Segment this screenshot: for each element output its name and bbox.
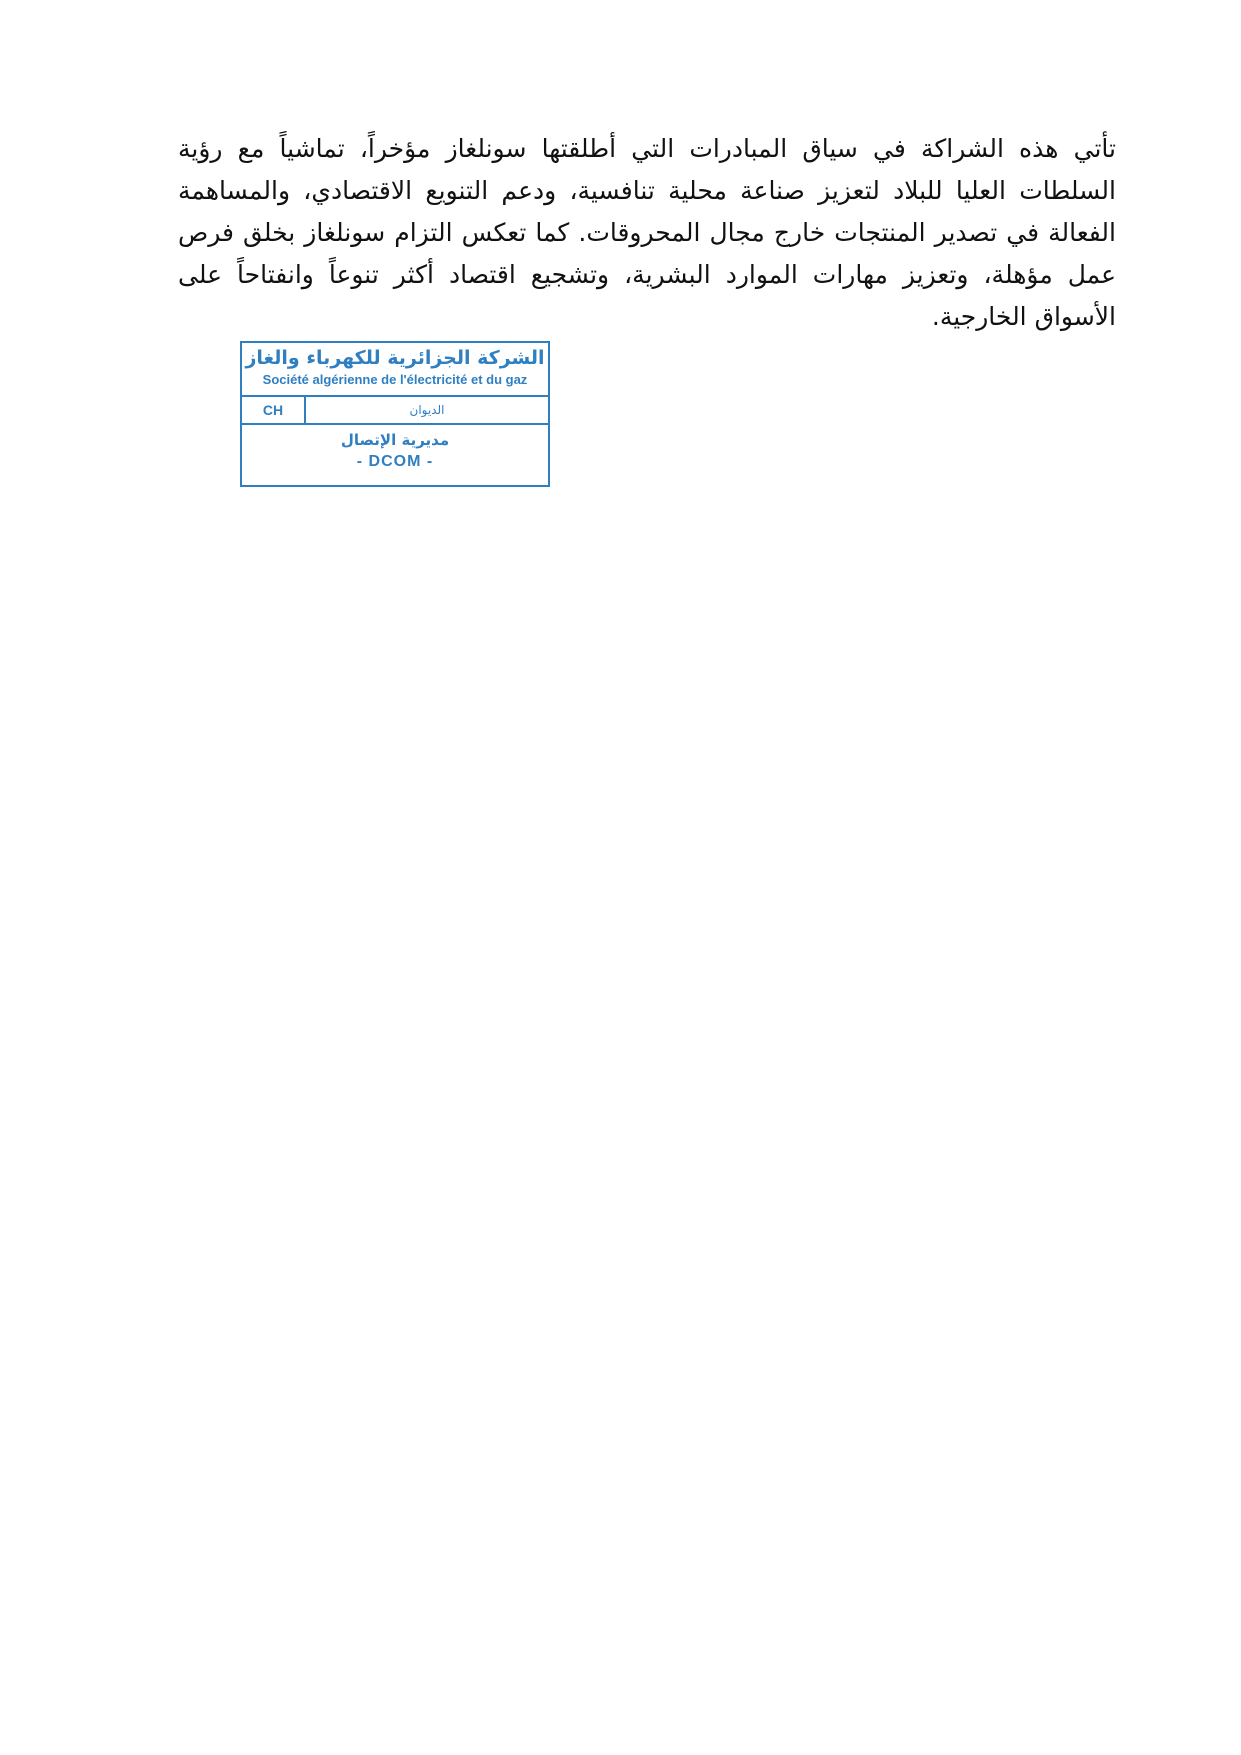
stamp-direction-arabic: مديرية الإتصال bbox=[340, 431, 450, 449]
stamp-header bbox=[242, 343, 548, 397]
stamp-department: الديوان bbox=[409, 403, 445, 417]
stamp-company-name-french: Société algérienne de l'électricité et du gaz bbox=[262, 372, 528, 387]
body-paragraph: تأتي هذه الشراكة في سياق المبادرات التي أطلقتها سونلغاز مؤخراً، تماشياً مع رؤية السلطات العليا للبلاد لتعزيز صناعة محلية تنافسية، ودعم التنويع الاقتصادي، والمساهمة الفعالة في تصدير المنتجات خارج مجال المحروقات. كما تعكس التزام سونلغاز بخلق فرص عمل مؤهلة، وتعزيز مهارات الموارد البشرية، وتشجيع اقتصاد أكثر تنوعاً وانفتاحاً على الأسواق الخارجية. bbox=[178, 134, 1116, 331]
stamp-direction-code: - DCOM - bbox=[356, 453, 434, 470]
stamp-middle-row bbox=[242, 397, 548, 425]
stamp-footer bbox=[242, 425, 548, 473]
company-stamp bbox=[240, 341, 550, 487]
stamp-company-name-arabic: الشركة الجزائرية للكهرباء والغاز bbox=[245, 347, 545, 369]
stamp-code: CH bbox=[242, 397, 306, 423]
